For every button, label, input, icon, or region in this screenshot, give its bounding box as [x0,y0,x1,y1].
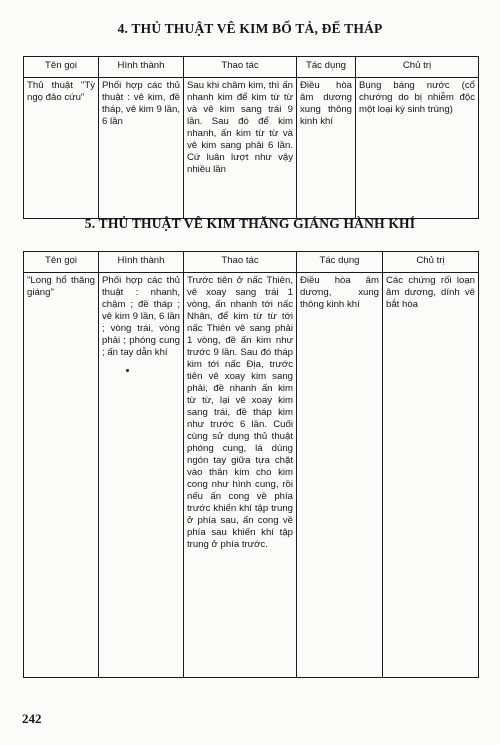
cell-indication: Các chứng rối loạn âm dương, dính vê bắt hòa [383,273,479,678]
cell-name: Thủ thuật "Tỳ ngọ đảo cứu" [24,78,99,219]
header-effect: Tác dụng [297,252,383,273]
section-4-title: 4. THỦ THUẬT VÊ KIM BỔ TẢ, ĐẾ THÁP [117,21,383,36]
header-operation: Thao tác [184,57,297,78]
table-header-row [24,57,479,78]
section-4-table [23,56,479,219]
section-5-title: 5. THỦ THUẬT VÊ KIM THĂNG GIÁNG HÀNH KHÍ [84,216,416,231]
cell-indication: Bụng báng nước (cổ chướng do bị nhiễm độc một loại ký sinh trùng) [356,78,479,219]
cell-formation [99,273,184,678]
header-operation: Thao tác [184,252,297,273]
cell-formation-text: Phối hợp các thủ thuật : nhanh, chậm ; đề tháp ; vê kim 9 lần, 6 lần ; vòng trái, vòng phải ; phóng cung ; ấn tay dẫn khí [102,275,180,358]
cell-name: "Long hổ thăng giáng" [24,273,99,678]
cell-operation: Sau khi châm kim, thì ấn nhanh kim để kim từ từ và vê kim sang trái 9 lần. Sau đó để kim nhanh, ấn kim từ từ và vê kim sang phải 6 lần. Cứ luân lượt như vậy nhiều lần [184,78,297,219]
header-indication: Chủ trị [356,57,479,78]
header-effect: Tác dụng [297,57,356,78]
cell-formation: Phối hợp các thủ thuật : vê kim, đề tháp, vê kim 9 lần, 6 lần [99,78,184,219]
header-name: Tên gọi [24,57,99,78]
table-header-row [24,252,479,273]
cell-effect: Điều hòa âm dương, xung thông kinh khí [297,273,383,678]
table-row [24,78,479,219]
stray-dot [126,369,129,372]
page-number: 242 [22,711,42,726]
cell-operation: Trước tiên ở nấc Thiên, vê xoay sang trái 1 vòng, ấn nhanh tới nấc Nhân, để kim từ từ tới nấc Thiên vê sang phải 1 vòng, đề ấn kim như trước 9 lần. Sau đó tháp kim tới nấc Địa, trước tiên vê xoay kim sang phải, đề nhanh ấn kim từ từ, lại vê xoay kim sang trái, đề tháp kim như trước 6 lần. Cuối cùng sử dụng thủ thuật phóng cung, lá dùng ngón tay giữa tựa chặt vào thân kim cho kim cong như hình cung, rồi nếu ấn cong về phía trước khiến khí tập trung ở phía sau, ấn cong về phía sau khiến khí tập trung ở phía trước. [184,273,297,678]
header-name: Tên gọi [24,252,99,273]
cell-effect: Điều hòa âm dương xung thông kinh khí [297,78,356,219]
table-row [24,273,479,678]
header-formation: Hình thành [99,57,184,78]
header-formation: Hình thành [99,252,184,273]
header-indication: Chủ trị [383,252,479,273]
section-5-table [23,251,479,678]
